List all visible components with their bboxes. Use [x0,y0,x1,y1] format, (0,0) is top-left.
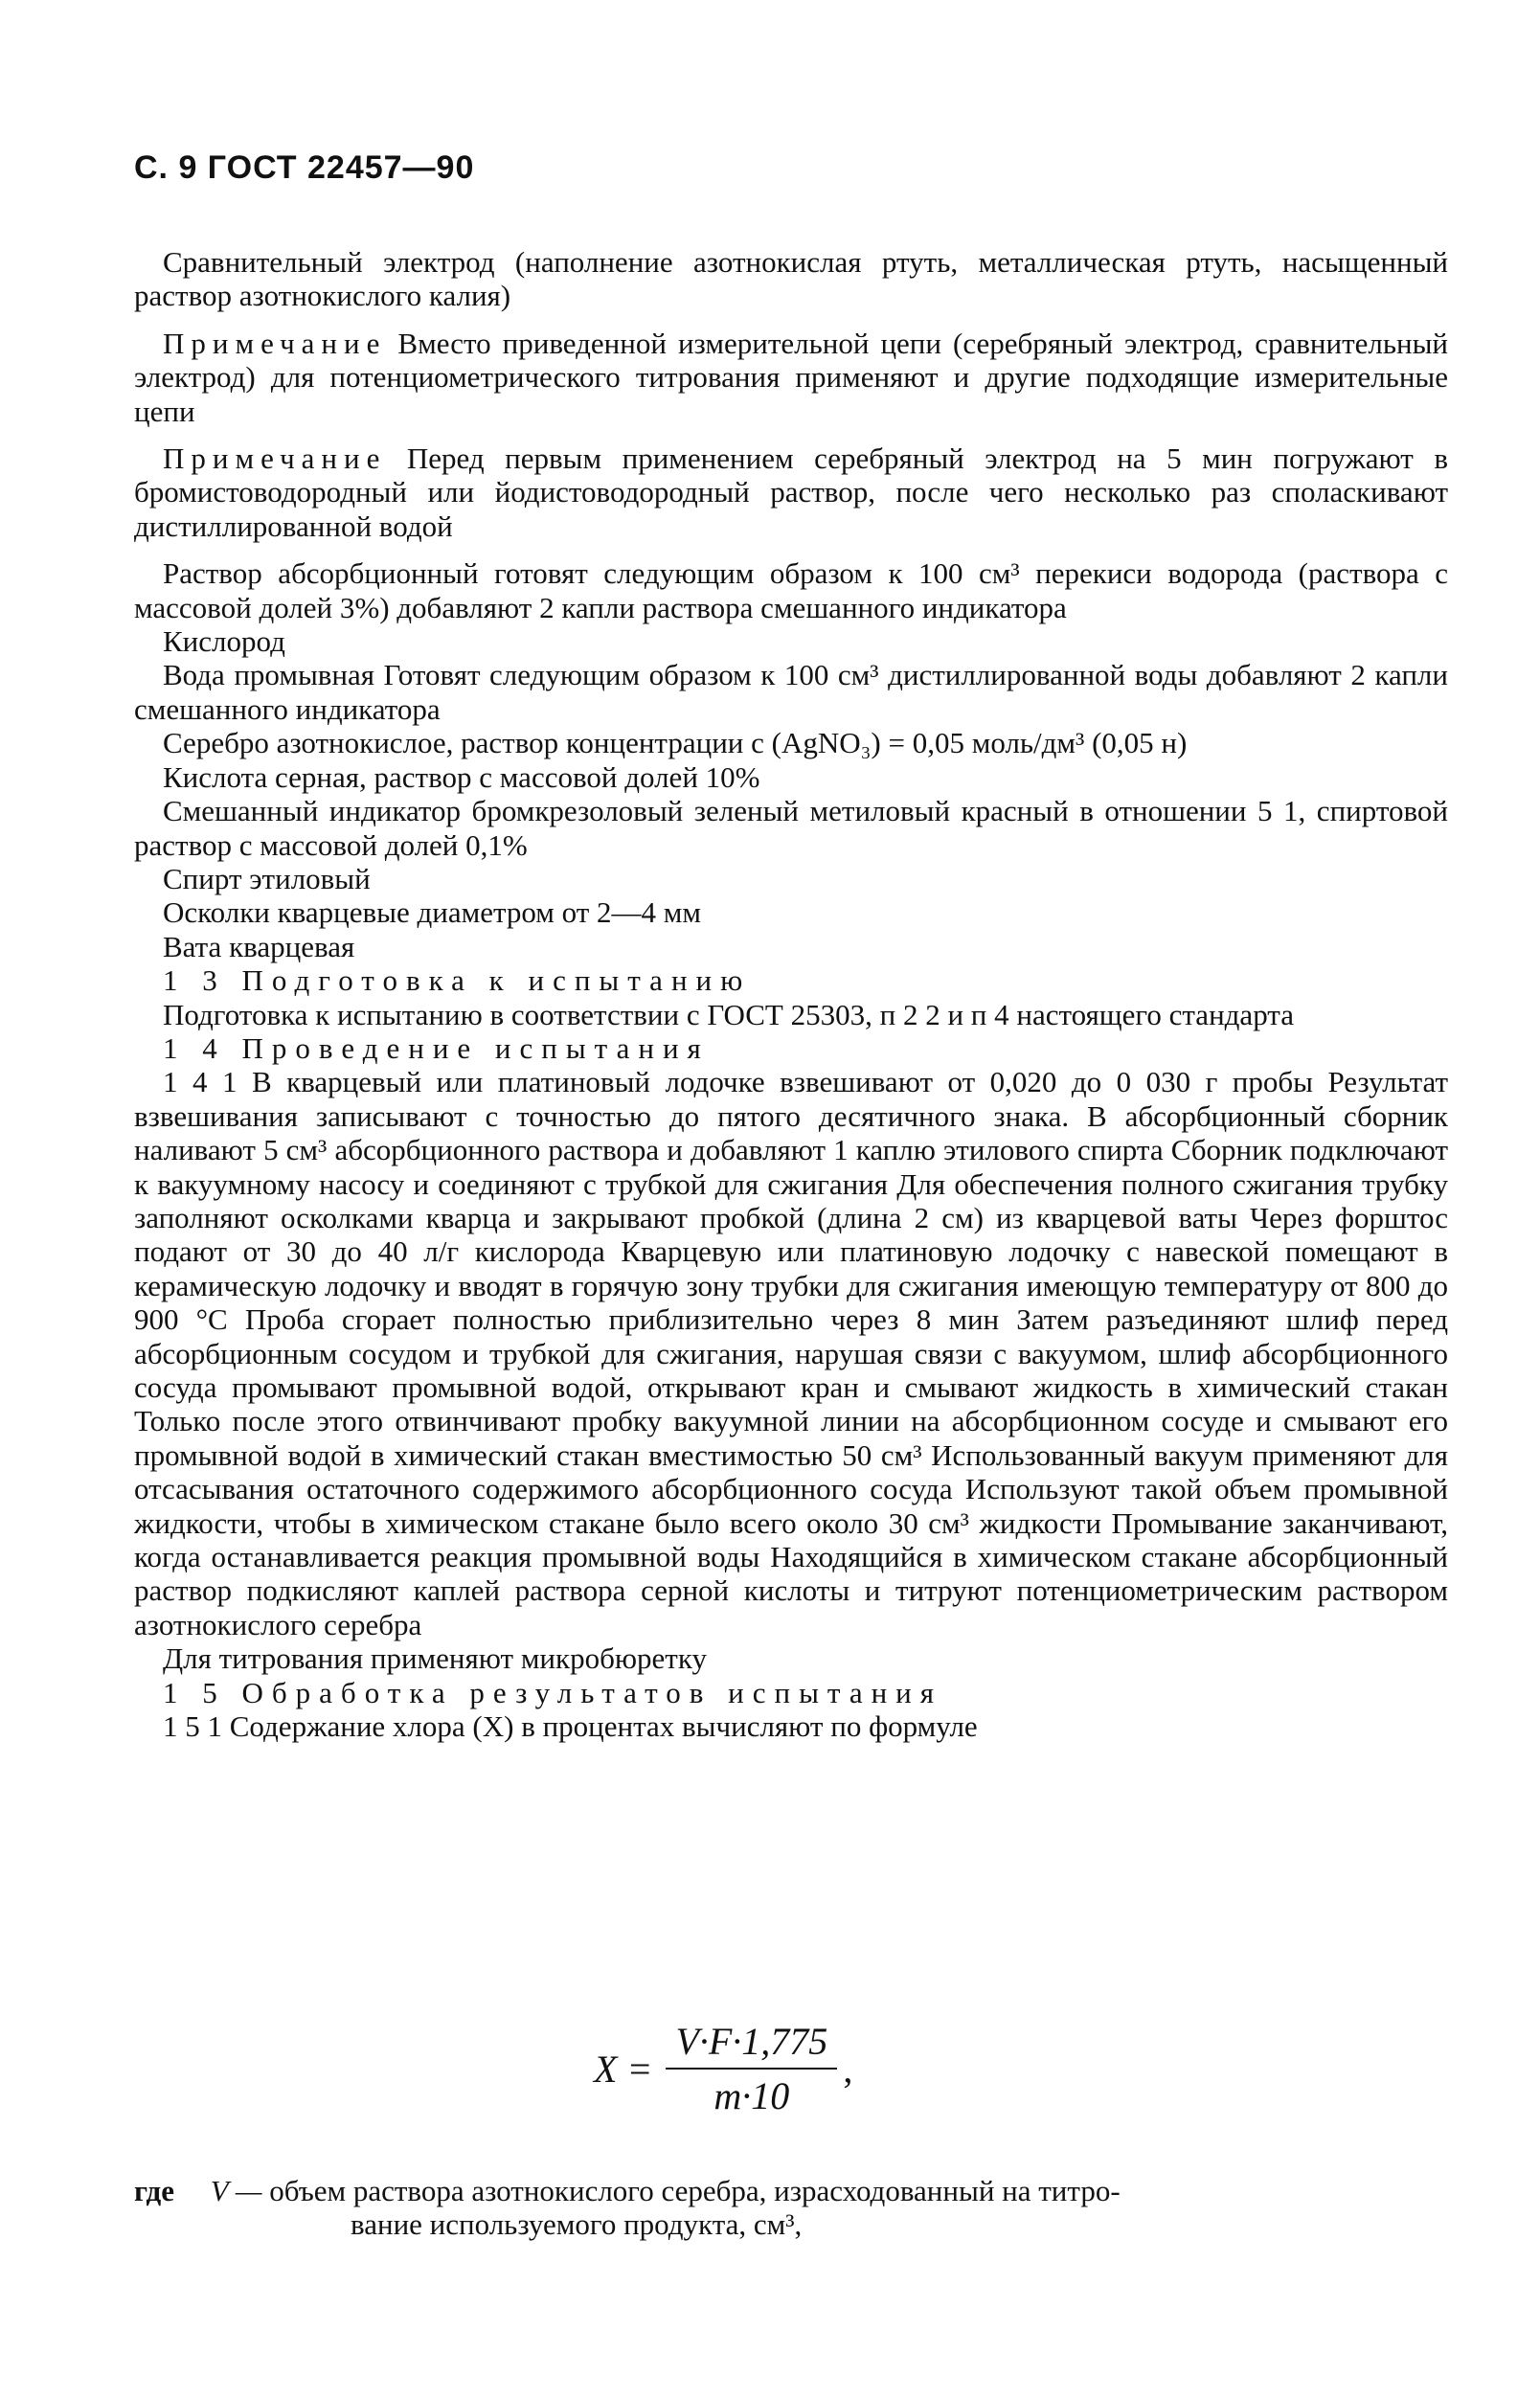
paragraph-quartz-fragments: Осколки кварцевые диаметром от 2—4 мм [163,895,702,930]
page-header: С. 9 ГОСТ 22457—90 [134,149,475,186]
note-label: Примечание [163,326,387,360]
legend-symbol: V — [210,2174,262,2207]
note-1-text: Вместо приведенной измерительной цепи (серебряный электрод, сравнительный электрод) для потенциометрического титрования применяют и другие подходящие измерительные цепи [134,326,1449,428]
paragraph-procedure: 1 4 1 В кварцевый или платиновый лодочке взвешивают от 0,020 до 0 030 г пробы Результат взвешивания записывают с точностью до пятого десятичного знака. В абсорбционный сборник наливают 5 см³ абсорбционного раствора и добавляют 1 каплю этилового спирта Сборник подключают к вакуумному насосу и соединяют с трубкой для сжигания Для обеспечения полного сжигания трубку заполняют осколками кварца и закрывают пробкой (длина 2 см) из кварцевой ваты Через форштос подают от 30 до 40 л/г кислорода Кварцевую или платиновую лодочку с навеской помещают в керамическую лодочку и вводят в горячую зону трубки для сжигания имеющую температуру от 800 до 900 °С Проба сгорает полностью приблизительно через 8 мин Затем разъединяют шлиф перед абсорбционным сосудом и трубкой для сжигания, нарушая связи с вакуумом, шлиф абсорбционного сосуда промывают промывной водой, открывают кран и смывают жидкость в химический стакан Только после этого отвинчивают пробку вакуумной линии на абсорбционном сосуде и смывают его промывной водой в химический стакан вместимостью 50 см³ Использованный вакуум применяют для отсасывания остаточного содержимого абсорбционного сосуда Используют такой объем промывной жидкости, чтобы в химическом стакане было всего около 30 см³ жидкости Промывание заканчивают, когда останавливается реакция промывной воды Находящийся в химическом стакане абсорбционный раствор подкисляют каплей раствора серной кислоты и титруют потенциометрическим раствором азотнокислого серебра [134,1065,1448,1641]
legend-line-2: вание используемого продукта, см³, [351,2207,803,2242]
paragraph-preparation: Подготовка к испытанию в соответствии с ГОСТ 25303, п 2 2 и п 4 настоящего стандарта [163,997,1294,1031]
paragraph-reference-electrode: Сравнительный электрод (наполнение азотнокислая ртуть, металлическая ртуть, насыщенный раствор азотнокислого калия) [134,245,1448,313]
document-body [134,245,1448,1743]
section-heading-1-3: 1 3 Подготовка к испытанию [163,963,752,998]
note-1 [134,327,1448,428]
formula-denominator: m·10 [713,2074,790,2117]
paragraph-absorption-solution: Раствор абсорбционный готовят следующим образом к 100 см³ перекиси водорода (раствора с массовой долей 3%) добавляют 2 капли раствора смешанного индикатора [134,556,1448,624]
note-2-text: Перед первым применением серебряный электрод на 5 мин погружают в бромистоводородный или йодистоводородный раствор, после чего несколько раз споласкивают дистиллированной водой [134,441,1448,543]
section-heading-1-4: 1 4 Проведение испытания [163,1030,710,1065]
paragraph-chlorine-content: 1 5 1 Содержание хлора (X) в процентах вычисляют по формуле [163,1709,978,1744]
formula-numerator: V·F·1,775 [666,2019,837,2070]
formula-lhs: X = [594,2047,653,2091]
paragraph-silver-nitrate: Серебро азотнокислое, раствор концентрации c (AgNO₃) = 0,05 моль/дм³ (0,05 н) [163,726,1188,760]
paragraph-sulfuric-acid: Кислота серная, раствор с массовой долей 10% [163,759,760,794]
note-2 [134,441,1448,543]
paragraph-wash-water: Вода промывная Готовят следующим образом к 100 см³ дистиллированной воды добавляют 2 капли смешанного индикатора [134,658,1448,726]
paragraph-mixed-indicator: Смешанный индикатор бромкрезоловый зеленый метиловый красный в отношении 5 1, спиртовой раствор с массовой долей 0,1% [134,794,1448,862]
note-label: Примечание [163,441,387,476]
legend-line-1: объем раствора азотнокислого серебра, израсходованный на титро- [269,2174,1121,2207]
legend-label: где [134,2174,174,2207]
formula-fraction [666,2019,837,2118]
chlorine-formula [594,2019,852,2118]
formula-legend [134,2174,1448,2242]
paragraph-oxygen: Кислород [163,624,285,659]
paragraph-quartz-wool: Вата кварцевая [163,929,355,963]
paragraph-ethyl-alcohol: Спирт этиловый [163,861,371,895]
section-heading-1-5: 1 5 Обработка результатов испытания [163,1675,943,1709]
formula-suffix: , [843,2047,853,2091]
paragraph-microburette: Для титрования применяют микробюретку [163,1641,707,1676]
